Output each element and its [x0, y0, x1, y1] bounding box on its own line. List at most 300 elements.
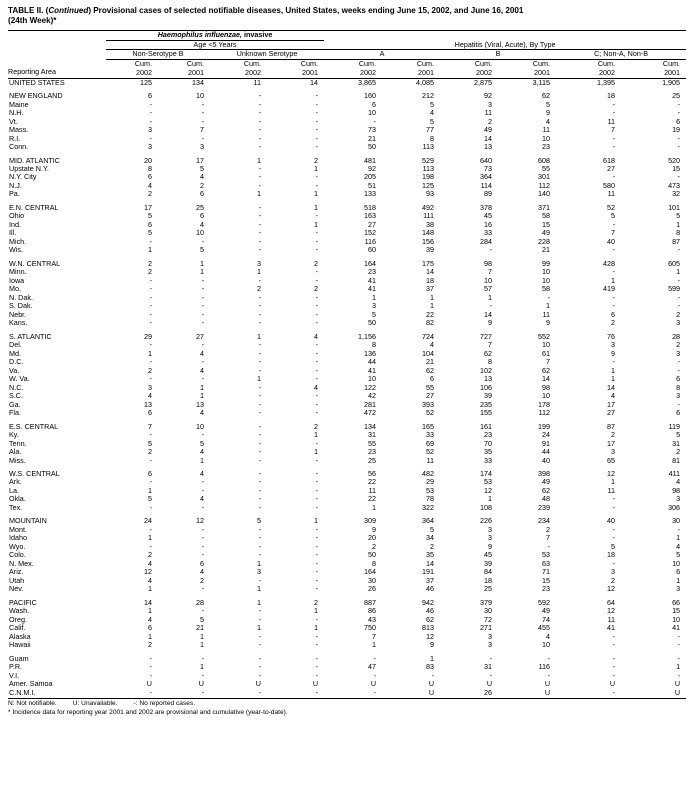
row-value: 49 — [484, 125, 493, 135]
table-row — [8, 101, 686, 109]
row-value: 34 — [426, 533, 435, 543]
row-value: 2 — [611, 318, 616, 328]
row-value: 2 — [314, 155, 319, 165]
row-value: - — [149, 301, 152, 311]
row-area-label: Ohio — [9, 211, 25, 221]
table-row — [8, 319, 686, 327]
row-value: 18 — [607, 550, 616, 560]
row-value: 2 — [314, 597, 319, 607]
table-row — [8, 392, 686, 400]
row-value: - — [677, 133, 681, 143]
row-value: - — [149, 236, 152, 246]
header-row-agegroup — [8, 40, 686, 49]
row-value: U — [370, 679, 377, 689]
row-value: 20 — [368, 533, 377, 543]
row-value: 529 — [422, 155, 435, 165]
hflu-title-rest: invasive — [241, 30, 273, 40]
row-value: - — [258, 108, 261, 118]
row-value: - — [149, 524, 152, 534]
row-value: 5 — [200, 614, 204, 624]
row-value: 39 — [484, 558, 493, 568]
row-value: - — [201, 108, 204, 118]
notifiable-diseases-table — [8, 30, 686, 697]
row-value: 23 — [542, 142, 551, 152]
row-area-label: C.N.M.I. — [9, 687, 36, 697]
table-row — [8, 152, 686, 165]
row-value: 23 — [368, 267, 377, 277]
row-value: 29 — [144, 331, 152, 341]
row-value: 23 — [542, 584, 551, 594]
row-value: - — [315, 133, 319, 143]
row-value: 271 — [480, 623, 493, 633]
row-value: 116 — [538, 662, 551, 672]
row-value: 8 — [148, 164, 152, 173]
row-value: - — [201, 533, 204, 543]
row-value: 482 — [422, 468, 435, 478]
row-value: 40 — [542, 455, 551, 465]
row-area-label: Wyo. — [9, 541, 26, 551]
cum-label-5: Cum. — [358, 58, 377, 68]
table-row — [8, 358, 686, 366]
row-area-label: Del. — [9, 340, 22, 350]
row-value: 55 — [426, 382, 435, 392]
year-label-10: 2001 — [621, 68, 686, 78]
row-value: - — [258, 550, 261, 560]
row-value: 5 — [546, 99, 551, 109]
row-value: - — [258, 447, 261, 457]
table-row — [8, 551, 686, 559]
row-value: - — [201, 550, 204, 560]
row-area-label: Maine — [9, 99, 29, 109]
row-value: - — [315, 558, 319, 568]
row-value: - — [258, 348, 261, 358]
row-area-label: UNITED STATES — [9, 77, 65, 87]
row-value: 12 — [607, 468, 616, 478]
row-value: 5 — [611, 541, 616, 551]
row-area-label: Mass. — [9, 125, 29, 135]
row-area-label: N.C. — [9, 382, 24, 392]
row-value: 4 — [314, 331, 319, 341]
row-value: - — [258, 211, 261, 221]
row-value: 148 — [422, 228, 435, 238]
row-value: 5 — [676, 430, 681, 440]
row-value: 2 — [200, 575, 204, 585]
row-value: 481 — [364, 155, 377, 165]
row-value: 1 — [148, 584, 152, 594]
title-line1-post: ) Provisional cases of selected notifiable diseases, United States, weeks ending June 15, 2002, and June 16, 2001 — [88, 6, 524, 15]
row-value: - — [149, 502, 152, 512]
row-value: - — [201, 653, 204, 663]
year-label-2: 2001 — [158, 68, 210, 78]
row-value: 134 — [364, 421, 377, 431]
row-value: 46 — [426, 584, 435, 594]
row-value: 11 — [542, 125, 551, 135]
row-value: 4 — [546, 116, 551, 126]
row-value: 73 — [484, 164, 493, 173]
header-spacer-3 — [8, 50, 106, 59]
row-value: - — [547, 292, 551, 302]
row-value: 7 — [611, 228, 616, 238]
row-value: 9 — [488, 541, 493, 551]
row-value: 205 — [364, 172, 377, 182]
row-value: - — [201, 670, 204, 680]
row-value: - — [201, 357, 204, 367]
row-value: 9 — [546, 318, 551, 328]
row-value: 11 — [607, 116, 616, 126]
row-value: 53 — [426, 485, 435, 495]
row-value: 10 — [672, 558, 681, 568]
row-area-label: Ariz. — [9, 567, 24, 577]
row-value: - — [149, 133, 152, 143]
row-value: 164 — [364, 258, 377, 268]
row-value: 31 — [672, 438, 681, 448]
row-value: 8 — [488, 357, 493, 367]
row-value: 3 — [488, 99, 493, 109]
footnote-abbrev-row — [8, 700, 686, 709]
table-row — [8, 384, 686, 392]
header-row-years — [8, 68, 686, 78]
row-value: 13 — [484, 142, 493, 152]
row-value: - — [612, 631, 616, 641]
row-value: 163 — [364, 211, 377, 221]
row-value: - — [612, 301, 616, 311]
row-value: - — [612, 662, 616, 672]
row-value: 2 — [148, 640, 152, 650]
table-row — [8, 126, 686, 134]
row-value: - — [201, 99, 204, 109]
row-value: 98 — [484, 258, 493, 268]
row-value: - — [201, 292, 204, 302]
row-value: 2 — [148, 189, 152, 199]
row-value: 1 — [314, 202, 319, 212]
hepatitis-header: Hepatitis (Viral, Acute), By Type — [324, 40, 686, 49]
row-value: 165 — [422, 421, 435, 431]
row-value: 7 — [148, 421, 152, 431]
row-value: - — [201, 275, 204, 285]
table-row — [8, 401, 686, 409]
row-value: - — [258, 236, 261, 246]
row-value: - — [149, 309, 152, 319]
table-row — [8, 268, 686, 276]
year-label-3: 2002 — [210, 68, 267, 78]
row-value: 74 — [542, 614, 551, 624]
row-area-label: Ky. — [9, 430, 19, 440]
row-value: 1 — [611, 477, 616, 487]
row-area-label: La. — [9, 485, 19, 495]
row-value: - — [149, 292, 152, 302]
row-area-label: Guam — [9, 653, 29, 663]
row-area-label: P.R. — [9, 662, 23, 672]
row-value: 64 — [607, 597, 616, 607]
row-area-label: Kans. — [9, 318, 28, 328]
row-value: - — [489, 301, 493, 311]
row-value: 3 — [257, 567, 261, 577]
row-value: 1 — [257, 584, 261, 594]
row-value: U — [255, 679, 261, 689]
table-row — [8, 504, 686, 512]
row-value: 45 — [484, 211, 493, 221]
table-row — [8, 229, 686, 237]
row-value: 17 — [607, 399, 616, 409]
row-value: 2 — [372, 541, 377, 551]
row-value: - — [149, 477, 152, 487]
row-value: - — [315, 180, 319, 190]
row-area-label: Mich. — [9, 236, 27, 246]
row-area-label: N. Mex. — [9, 558, 34, 568]
row-value: - — [201, 236, 204, 246]
row-value: - — [201, 541, 204, 551]
row-value: 82 — [426, 318, 435, 328]
row-value: 2,875 — [474, 77, 493, 87]
row-value: 106 — [480, 382, 493, 392]
row-value: 4 — [200, 219, 204, 229]
row-value: 11 — [368, 485, 377, 495]
row-value: 2 — [200, 180, 204, 190]
row-value: 12 — [144, 567, 152, 577]
row-area-label: Colo. — [9, 550, 26, 560]
row-value: 5 — [200, 438, 204, 448]
row-value: 4 — [200, 447, 204, 457]
row-value: 4 — [148, 575, 152, 585]
row-value: - — [149, 99, 152, 109]
row-value: 164 — [364, 567, 377, 577]
row-value: 3 — [488, 524, 493, 534]
row-value: 44 — [542, 447, 551, 457]
row-value: - — [612, 108, 616, 118]
row-value: 212 — [422, 91, 435, 101]
row-value: 55 — [542, 164, 551, 173]
row-value: 3 — [611, 567, 616, 577]
row-value: 39 — [484, 391, 493, 401]
table-row — [8, 221, 686, 229]
row-value: 62 — [542, 485, 551, 495]
row-value: 4 — [430, 340, 435, 350]
row-value: 21 — [196, 623, 204, 633]
row-value: 727 — [480, 331, 493, 341]
row-value: 4 — [148, 558, 152, 568]
row-value: - — [677, 292, 681, 302]
row-value: 1 — [148, 348, 152, 358]
row-value: 53 — [484, 477, 493, 487]
row-value: - — [315, 91, 319, 101]
table-row — [8, 328, 686, 341]
table-row — [8, 534, 686, 542]
row-value: - — [315, 584, 319, 594]
row-value: - — [677, 275, 681, 285]
row-value: - — [258, 670, 261, 680]
row-value: 9 — [430, 640, 435, 650]
row-area-label: W.S. CENTRAL — [9, 468, 60, 478]
row-value: - — [201, 309, 204, 319]
row-value: 112 — [538, 180, 551, 190]
cum-label-2: Cum. — [186, 58, 204, 68]
row-value: 101 — [668, 202, 681, 212]
row-value: 1 — [314, 189, 319, 199]
table-row — [8, 594, 686, 607]
row-value: 30 — [484, 606, 493, 616]
row-value: - — [258, 533, 261, 543]
row-value: - — [258, 180, 261, 190]
row-value: 41 — [368, 284, 377, 294]
row-value: - — [201, 584, 204, 594]
row-value: 15 — [672, 606, 681, 616]
row-value: 10 — [542, 340, 551, 350]
row-value: 322 — [422, 502, 435, 512]
row-value: 1 — [257, 267, 261, 277]
row-value: U — [312, 679, 319, 689]
row-value: 11 — [253, 77, 261, 87]
row-value: - — [677, 653, 681, 663]
row-value: 1 — [676, 267, 681, 277]
row-value: - — [149, 670, 152, 680]
row-value: 284 — [480, 236, 493, 246]
row-area-label: E.N. CENTRAL — [9, 202, 59, 212]
row-value: 72 — [484, 614, 493, 624]
row-value: - — [149, 653, 152, 663]
row-value: - — [149, 340, 152, 350]
row-value: 178 — [538, 399, 551, 409]
row-value: 419 — [603, 284, 616, 294]
row-value: 580 — [603, 180, 616, 190]
row-value: - — [315, 494, 319, 504]
row-value: 4 — [148, 391, 152, 401]
year-label-1: 2002 — [106, 68, 158, 78]
row-value: - — [258, 228, 261, 238]
row-value: 48 — [542, 494, 551, 504]
row-value: 1 — [314, 606, 319, 616]
row-value: 33 — [426, 430, 435, 440]
row-value: 41 — [368, 275, 377, 285]
row-value: 13 — [196, 399, 204, 409]
row-value: 3 — [676, 348, 681, 358]
row-value: - — [149, 455, 152, 465]
row-value: - — [373, 670, 377, 680]
row-value: - — [612, 245, 616, 255]
row-value: 2 — [148, 267, 152, 277]
row-value: 3 — [611, 340, 616, 350]
row-value: - — [315, 670, 319, 680]
row-value: - — [547, 653, 551, 663]
row-value: 2 — [676, 309, 681, 319]
row-value: 35 — [484, 447, 493, 457]
row-value: 24 — [542, 430, 551, 440]
row-value: 191 — [422, 567, 435, 577]
table-row — [8, 680, 686, 688]
row-area-label: Miss. — [9, 455, 26, 465]
row-value: U — [609, 679, 616, 689]
row-value: 198 — [422, 172, 435, 182]
row-value: - — [612, 142, 616, 152]
row-value: - — [258, 606, 261, 616]
row-value: 1 — [314, 447, 319, 457]
row-area-label: Mo. — [9, 284, 21, 294]
row-value: 14 — [542, 374, 551, 384]
row-area-label: E.S. CENTRAL — [9, 421, 59, 431]
row-value: - — [315, 99, 319, 109]
row-value: 9 — [546, 108, 551, 118]
row-value: - — [258, 494, 261, 504]
row-value: - — [315, 357, 319, 367]
row-value: - — [431, 670, 435, 680]
table-row — [8, 311, 686, 319]
row-value: 40 — [607, 236, 616, 246]
row-value: 3 — [148, 125, 152, 135]
row-value: 27 — [426, 391, 435, 401]
row-value: - — [612, 558, 616, 568]
row-value: 2 — [257, 284, 261, 294]
row-value: 84 — [484, 567, 493, 577]
row-value: 1 — [200, 391, 204, 401]
cum-label-7: Cum. — [474, 58, 493, 68]
row-value: - — [258, 485, 261, 495]
row-value: - — [677, 631, 681, 641]
row-value: 301 — [538, 172, 551, 182]
row-value: - — [315, 485, 319, 495]
row-area-label: Nev. — [9, 584, 24, 594]
row-value: 62 — [426, 614, 435, 624]
row-value: 1 — [257, 597, 261, 607]
row-value: 119 — [668, 421, 681, 431]
row-value: 9 — [372, 524, 377, 534]
row-value: 77 — [426, 125, 435, 135]
row-value: 6 — [148, 172, 152, 182]
row-value: 6 — [372, 99, 377, 109]
row-area-label: Amer. Samoa — [9, 679, 53, 689]
row-value: 10 — [196, 421, 204, 431]
row-value: 1 — [430, 292, 435, 302]
row-value: - — [612, 502, 616, 512]
row-value: 19 — [672, 125, 681, 135]
row-area-label: Upstate N.Y. — [9, 164, 49, 173]
row-value: 62 — [484, 348, 493, 358]
row-area-label: W.N. CENTRAL — [9, 258, 61, 268]
row-value: 174 — [480, 468, 493, 478]
row-value: 14 — [484, 133, 493, 143]
row-value: 1 — [148, 245, 152, 255]
row-value: 5 — [148, 438, 152, 448]
row-value: - — [149, 275, 152, 285]
row-value: 52 — [607, 202, 616, 212]
table-row — [8, 633, 686, 641]
row-value: - — [315, 374, 319, 384]
row-value: 10 — [542, 267, 551, 277]
row-value: - — [258, 575, 261, 585]
row-value: - — [258, 687, 261, 697]
row-value: 6 — [148, 219, 152, 229]
row-value: - — [258, 614, 261, 624]
row-value: 518 — [364, 202, 377, 212]
row-value: 6 — [148, 408, 152, 418]
row-value: 1 — [430, 653, 435, 663]
hflu-group-header — [106, 31, 324, 40]
row-area-label: Idaho — [9, 533, 27, 543]
row-value: 125 — [422, 180, 435, 190]
row-value: - — [258, 340, 261, 350]
row-value: - — [315, 477, 319, 487]
row-value: - — [149, 662, 152, 672]
row-value: - — [677, 640, 681, 650]
row-value: 1 — [257, 558, 261, 568]
row-value: 102 — [480, 365, 493, 375]
row-value: 47 — [368, 662, 377, 672]
table-row — [8, 109, 686, 117]
row-value: 1 — [200, 640, 204, 650]
row-value: 71 — [542, 567, 551, 577]
row-value: 6 — [200, 211, 204, 221]
row-value: 6 — [676, 408, 681, 418]
row-value: 5 — [676, 211, 681, 221]
row-value: 49 — [542, 228, 551, 238]
